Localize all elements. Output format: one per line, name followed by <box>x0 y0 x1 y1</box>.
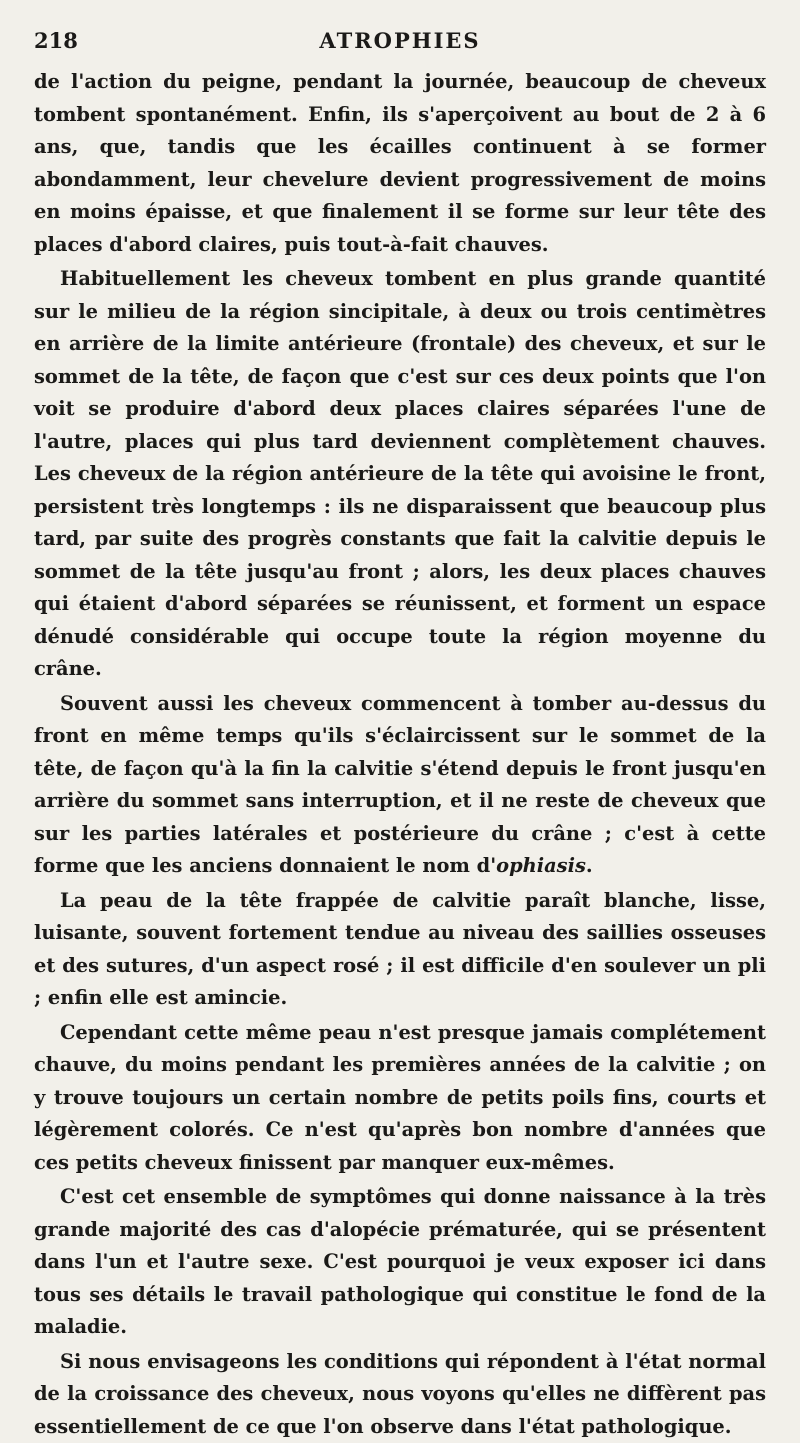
paragraph: Cependant cette même peau n'est presque jamais complétement chauve, du moins pendant les premières années de la calvitie ; on y trouve toujours un certain nombre de petits poils fins, courts et légèrement colorés. Ce n'est qu'après bon nombre d'années que ces petits cheveux finissent par manquer eux-mêmes. <box>34 1017 766 1180</box>
running-head <box>34 28 766 66</box>
paragraph: C'est cet ensemble de symptômes qui donne naissance à la très grande majorité des cas d'alopécie prématurée, qui se présentent dans l'un et l'autre sexe. C'est pourquoi je veux exposer ici dans tous ses détails le travail pathologique qui constitue le fond de la maladie. <box>34 1181 766 1344</box>
paragraph-text-end: . <box>586 854 593 877</box>
page-number: 218 <box>34 28 94 53</box>
body-text <box>34 66 766 1443</box>
paragraph: Habituellement les cheveux tombent en plus grande quantité sur le milieu de la région sincipitale, à deux ou trois centimètres en arrière de la limite antérieure (frontale) des cheveux, et sur le sommet de la tête, de façon que c'est sur ces deux points que l'on voit se produire d'abord deux places claires séparées l'une de l'autre, places qui plus tard deviennent complètement chauves. Les cheveux de la région antérieure de la tête qui avoisine le front, persistent très longtemps : ils ne disparaissent que beaucoup plus tard, par suite des progrès constants que fait la calvitie depuis le sommet de la tête jusqu'au front ; alors, les deux places chauves qui étaient d'abord séparées se réunissent, et forment un espace dénudé considérable qui occupe toute la région moyenne du crâne. <box>34 263 766 686</box>
paragraph-continuation: de l'action du peigne, pendant la journée, beaucoup de cheveux tombent spontanément. Enfin, ils s'aperçoivent au bout de 2 à 6 ans, que, tandis que les écailles continuent à se former abondamment, leur chevelure devient progressivement de moins en moins épaisse, et que finalement il se forme sur leur tête des places d'abord claires, puis tout-à-fait chauves. <box>34 66 766 261</box>
italic-term: ophiasis <box>496 854 586 877</box>
paragraph-text: Souvent aussi les cheveux commencent à tomber au-dessus du front en même temps qu'ils s'éclaircissent sur le sommet de la tête, de façon qu'à la fin la calvitie s'étend depuis le front jusqu'en arrière du sommet sans interruption, et il ne reste de cheveux que sur les parties latérales et postérieure du crâne ; c'est à cette forme que les anciens donnaient le nom d' <box>34 692 766 878</box>
paragraph-ophiasis <box>34 688 766 883</box>
paragraph: La peau de la tête frappée de calvitie paraît blanche, lisse, luisante, souvent fortement tendue au niveau des saillies osseuses et des sutures, d'un aspect rosé ; il est difficile d'en soulever un pli ; enfin elle est amincie. <box>34 885 766 1015</box>
paragraph: Si nous envisageons les conditions qui répondent à l'état normal de la croissance des cheveux, nous voyons qu'elles ne diffèrent pas essentiellement de ce que l'on observe dans l'état pathologique. <box>34 1346 766 1443</box>
running-title: ATROPHIES <box>94 28 706 53</box>
